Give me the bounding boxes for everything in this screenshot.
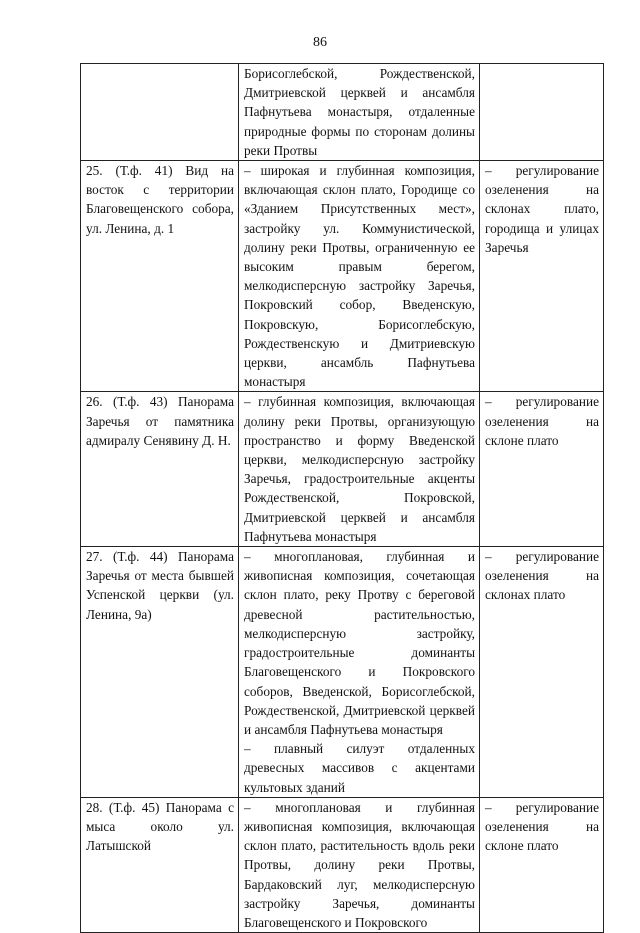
viewpoints-table xyxy=(80,63,604,933)
table-row xyxy=(81,64,604,161)
regulation-cell: – регулирование озеленения на склонах плато, городища и улицах Заречья xyxy=(480,161,604,392)
composition-cell: – многоплановая и глубинная живописная композиция, включающая склон плато, растительность вдоль реки Протвы, долину реки Протвы, Бардаковский луг, мелкодисперсную застройку Заречья, доминанты Благовещенского и Покровского xyxy=(239,797,480,932)
viewpoint-cell: 27. (Т.ф. 44) Панорама Заречья от места бывшей Успенской церкви (ул. Ленина, 9а) xyxy=(81,547,239,798)
page-number: 86 xyxy=(313,35,327,50)
regulation-cell: – регулирование озеленения на склоне плато xyxy=(480,797,604,932)
regulation-cell xyxy=(480,64,604,161)
regulation-cell: – регулирование озеленения на склонах плато xyxy=(480,547,604,798)
composition-cell: – широкая и глубинная композиция, включающая склон плато, Городище со «Зданием Присутственных мест», застройку ул. Коммунистической, долину реки Протвы, ограниченную ее высоким правым берегом, мелкодисперсную застройку Заречья, Покровский собор, Введенскую, Покровскую, Борисоглебскую, Рождественскую и Дмитриевскую церкви, ансамбль Пафнутьева монастыря xyxy=(239,161,480,392)
viewpoint-cell: 28. (Т.ф. 45) Панорама с мыса около ул. Латышской xyxy=(81,797,239,932)
table-row xyxy=(81,161,604,392)
viewpoint-cell: 25. (Т.ф. 41) Вид на восток с территории Благовещенского собора, ул. Ленина, д. 1 xyxy=(81,161,239,392)
viewpoint-cell xyxy=(81,64,239,161)
table-row xyxy=(81,797,604,932)
regulation-cell: – регулирование озеленения на склоне плато xyxy=(480,392,604,547)
composition-cell: – многоплановая, глубинная и живописная композиция, сочетающая склон плато, реку Протву с береговой древесной растительностью, мелкодисперсную застройку, градостроительные доминанты Благовещенского и Покровского соборов, Введенской, Борисоглебской, Рождественской, Дмитриевской церквей и ансамбля Пафнутьева монастыря – плавный силуэт отдаленных древесных массивов с акцентами культовых зданий xyxy=(239,547,480,798)
table-row xyxy=(81,547,604,798)
table-row xyxy=(81,392,604,547)
composition-cell: – глубинная композиция, включающая долину реки Протвы, организующую пространство и форму Введенской церкви, мелкодисперсную застройку Заречья, градостроительные акценты Рождественской, Покровской, Дмитриевской церквей и ансамбля Пафнутьева монастыря xyxy=(239,392,480,547)
composition-cell: Борисоглебской, Рождественской, Дмитриевской церквей и ансамбля Пафнутьева монастыря, отдаленные природные формы по сторонам долины реки Протвы xyxy=(239,64,480,161)
viewpoint-cell: 26. (Т.ф. 43) Панорама Заречья от памятника адмиралу Сенявину Д. Н. xyxy=(81,392,239,547)
